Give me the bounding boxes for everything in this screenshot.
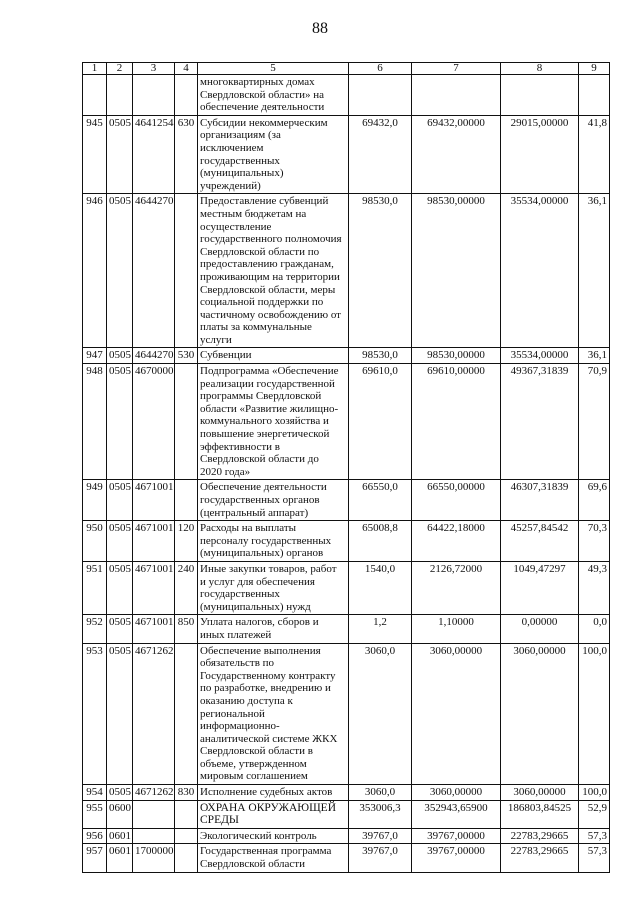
section-code-cell: 0601 [107, 828, 133, 844]
table-row [83, 521, 610, 562]
row-number-cell: 949 [83, 480, 107, 521]
approved-amount-cell: 353006,3 [349, 800, 412, 828]
execution-percent-cell: 36,1 [579, 194, 610, 348]
approved-amount-cell: 3060,0 [349, 785, 412, 801]
row-number-cell: 953 [83, 643, 107, 785]
table-row [83, 348, 610, 364]
executed-amount-cell: 29015,00000 [501, 115, 579, 194]
section-code-cell: 0505 [107, 561, 133, 614]
table-row [83, 785, 610, 801]
revised-amount-cell: 98530,00000 [412, 194, 501, 348]
approved-amount-cell: 69610,0 [349, 364, 412, 480]
row-number-cell: 956 [83, 828, 107, 844]
executed-amount-cell: 35534,00000 [501, 194, 579, 348]
executed-amount-cell [501, 75, 579, 116]
item-name-cell: Субвенции [198, 348, 349, 364]
row-number-cell: 947 [83, 348, 107, 364]
budget-table [82, 62, 610, 873]
header-row [83, 63, 610, 75]
executed-amount-cell: 35534,00000 [501, 348, 579, 364]
article-code-cell: 4671001 [133, 521, 175, 562]
expense-type-cell: 240 [175, 561, 198, 614]
column-header: 1 [83, 63, 107, 75]
item-name-cell: ОХРАНА ОКРУЖАЮЩЕЙ СРЕДЫ [198, 800, 349, 828]
section-code-cell: 0601 [107, 844, 133, 872]
revised-amount-cell: 352943,65900 [412, 800, 501, 828]
expense-type-cell [175, 480, 198, 521]
row-number-cell: 951 [83, 561, 107, 614]
executed-amount-cell: 186803,84525 [501, 800, 579, 828]
revised-amount-cell: 1,10000 [412, 615, 501, 643]
page-number: 88 [312, 20, 328, 37]
expense-type-cell: 850 [175, 615, 198, 643]
table-row [83, 561, 610, 614]
expense-type-cell [175, 643, 198, 785]
expense-type-cell: 530 [175, 348, 198, 364]
row-number-cell [83, 75, 107, 116]
section-code-cell: 0505 [107, 785, 133, 801]
article-code-cell: 1700000 [133, 844, 175, 872]
expense-type-cell [175, 800, 198, 828]
section-code-cell: 0600 [107, 800, 133, 828]
expense-type-cell: 120 [175, 521, 198, 562]
revised-amount-cell: 64422,18000 [412, 521, 501, 562]
expense-type-cell [175, 364, 198, 480]
column-header: 2 [107, 63, 133, 75]
executed-amount-cell: 22783,29665 [501, 828, 579, 844]
execution-percent-cell: 70,3 [579, 521, 610, 562]
execution-percent-cell: 70,9 [579, 364, 610, 480]
executed-amount-cell: 49367,31839 [501, 364, 579, 480]
approved-amount-cell: 39767,0 [349, 844, 412, 872]
executed-amount-cell: 1049,47297 [501, 561, 579, 614]
column-header: 4 [175, 63, 198, 75]
item-name-cell: Исполнение судебных актов [198, 785, 349, 801]
section-code-cell: 0505 [107, 194, 133, 348]
column-header: 9 [579, 63, 610, 75]
section-code-cell: 0505 [107, 364, 133, 480]
approved-amount-cell: 3060,0 [349, 643, 412, 785]
execution-percent-cell: 69,6 [579, 480, 610, 521]
execution-percent-cell: 41,8 [579, 115, 610, 194]
execution-percent-cell: 57,3 [579, 844, 610, 872]
execution-percent-cell: 36,1 [579, 348, 610, 364]
item-name-cell: многоквартирных домах Свердловской области» на обеспечение деятельности [198, 75, 349, 116]
row-number-cell: 957 [83, 844, 107, 872]
table-row [83, 800, 610, 828]
execution-percent-cell: 100,0 [579, 643, 610, 785]
article-code-cell [133, 75, 175, 116]
expense-type-cell [175, 844, 198, 872]
row-number-cell: 948 [83, 364, 107, 480]
table-row [83, 828, 610, 844]
execution-percent-cell: 52,9 [579, 800, 610, 828]
article-code-cell [133, 800, 175, 828]
revised-amount-cell: 98530,00000 [412, 348, 501, 364]
execution-percent-cell: 57,3 [579, 828, 610, 844]
execution-percent-cell: 0,0 [579, 615, 610, 643]
approved-amount-cell: 98530,0 [349, 348, 412, 364]
article-code-cell: 4671001 [133, 561, 175, 614]
table-row [83, 844, 610, 872]
expense-type-cell [175, 75, 198, 116]
row-number-cell: 955 [83, 800, 107, 828]
article-code-cell [133, 828, 175, 844]
executed-amount-cell: 3060,00000 [501, 785, 579, 801]
approved-amount-cell [349, 75, 412, 116]
item-name-cell: Обеспечение выполнения обязательств по Государственному контракту по разработке, внедрению и оказанию доступа к региональной информационно- аналитической системе ЖКХ Свердловской области в объеме, утвержденном мировым соглашением [198, 643, 349, 785]
approved-amount-cell: 66550,0 [349, 480, 412, 521]
row-number-cell: 950 [83, 521, 107, 562]
item-name-cell: Предоставление субвенций местным бюджетам на осуществление государственного полномочия Свердловской области по предоставлению гражданам, проживающим на территории Свердловской области, меры социальной поддержки по частичному освобождению от платы за коммунальные услуги [198, 194, 349, 348]
expense-type-cell: 630 [175, 115, 198, 194]
table-row [83, 75, 610, 116]
item-name-cell: Государственная программа Свердловской области [198, 844, 349, 872]
table-row [83, 194, 610, 348]
executed-amount-cell: 46307,31839 [501, 480, 579, 521]
table-row [83, 364, 610, 480]
expense-type-cell: 830 [175, 785, 198, 801]
item-name-cell: Субсидии некоммерческим организациям (за исключением государственных (муниципальных) учреждений) [198, 115, 349, 194]
article-code-cell: 4671262 [133, 785, 175, 801]
article-code-cell: 4671001 [133, 480, 175, 521]
table-row [83, 480, 610, 521]
section-code-cell: 0505 [107, 521, 133, 562]
table-row [83, 615, 610, 643]
item-name-cell: Подпрограмма «Обеспечение реализации государственной программы Свердловской области «Развитие жилищно- коммунального хозяйства и повышение энергетической эффективности в Свердловской области до 2020 года» [198, 364, 349, 480]
revised-amount-cell: 69432,00000 [412, 115, 501, 194]
revised-amount-cell: 66550,00000 [412, 480, 501, 521]
table-row [83, 115, 610, 194]
revised-amount-cell: 39767,00000 [412, 844, 501, 872]
expense-type-cell [175, 828, 198, 844]
approved-amount-cell: 39767,0 [349, 828, 412, 844]
column-header: 6 [349, 63, 412, 75]
executed-amount-cell: 22783,29665 [501, 844, 579, 872]
article-code-cell: 4671262 [133, 643, 175, 785]
executed-amount-cell: 3060,00000 [501, 643, 579, 785]
section-code-cell: 0505 [107, 643, 133, 785]
approved-amount-cell: 98530,0 [349, 194, 412, 348]
row-number-cell: 952 [83, 615, 107, 643]
revised-amount-cell: 3060,00000 [412, 785, 501, 801]
column-header: 7 [412, 63, 501, 75]
execution-percent-cell [579, 75, 610, 116]
item-name-cell: Расходы на выплаты персоналу государственных (муниципальных) органов [198, 521, 349, 562]
article-code-cell: 4644270 [133, 194, 175, 348]
approved-amount-cell: 1540,0 [349, 561, 412, 614]
approved-amount-cell: 69432,0 [349, 115, 412, 194]
executed-amount-cell: 45257,84542 [501, 521, 579, 562]
revised-amount-cell: 3060,00000 [412, 643, 501, 785]
revised-amount-cell: 2126,72000 [412, 561, 501, 614]
section-code-cell: 0505 [107, 480, 133, 521]
row-number-cell: 954 [83, 785, 107, 801]
article-code-cell: 4644270 [133, 348, 175, 364]
item-name-cell: Иные закупки товаров, работ и услуг для обеспечения государственных (муниципальных) нужд [198, 561, 349, 614]
row-number-cell: 946 [83, 194, 107, 348]
revised-amount-cell: 69610,00000 [412, 364, 501, 480]
approved-amount-cell: 1,2 [349, 615, 412, 643]
section-code-cell: 0505 [107, 115, 133, 194]
table-body [83, 75, 610, 873]
section-code-cell [107, 75, 133, 116]
item-name-cell: Обеспечение деятельности государственных органов (центральный аппарат) [198, 480, 349, 521]
execution-percent-cell: 49,3 [579, 561, 610, 614]
column-header: 3 [133, 63, 175, 75]
expense-type-cell [175, 194, 198, 348]
execution-percent-cell: 100,0 [579, 785, 610, 801]
article-code-cell: 4641254 [133, 115, 175, 194]
article-code-cell: 4670000 [133, 364, 175, 480]
executed-amount-cell: 0,00000 [501, 615, 579, 643]
revised-amount-cell: 39767,00000 [412, 828, 501, 844]
section-code-cell: 0505 [107, 348, 133, 364]
section-code-cell: 0505 [107, 615, 133, 643]
item-name-cell: Экологический контроль [198, 828, 349, 844]
table-row [83, 643, 610, 785]
row-number-cell: 945 [83, 115, 107, 194]
approved-amount-cell: 65008,8 [349, 521, 412, 562]
item-name-cell: Уплата налогов, сборов и иных платежей [198, 615, 349, 643]
column-header: 5 [198, 63, 349, 75]
revised-amount-cell [412, 75, 501, 116]
column-header: 8 [501, 63, 579, 75]
article-code-cell: 4671001 [133, 615, 175, 643]
